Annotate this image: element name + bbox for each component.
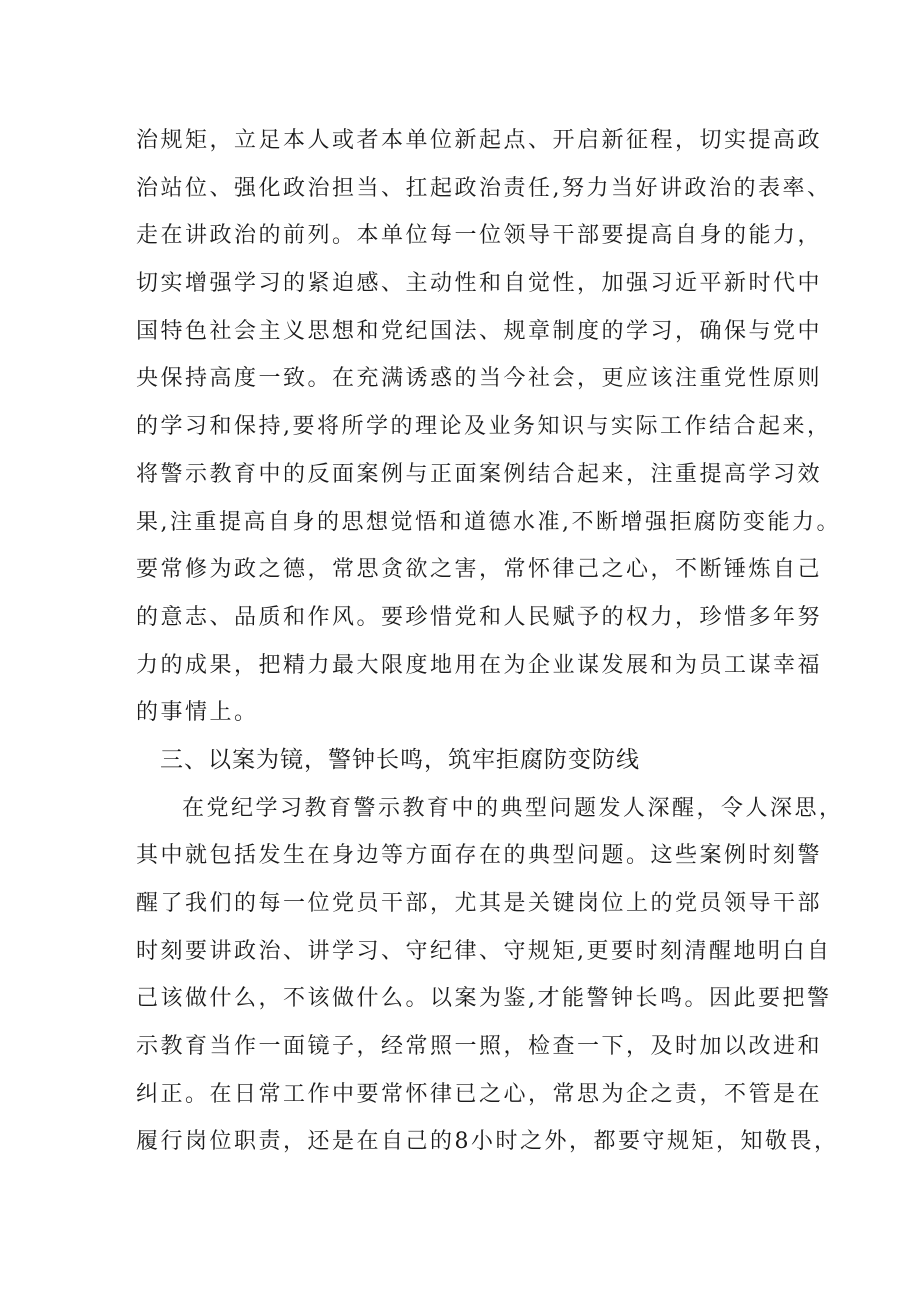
text-line: 力的成果，把精力最大限度地用在为企业谋发展和为员工谋幸福	[136, 652, 823, 678]
text-line: 在党纪学习教育警示教育中的典型问题发人深醒，令人深思，	[182, 795, 844, 821]
text-line: 治规矩，立足本人或者本单位新起点、开启新征程，切实提高政	[136, 128, 823, 153]
text-line: 示教育当作一面镜子，经常照一照，检查一下，及时加以改进和	[136, 1034, 823, 1060]
text-line: 的事情上。	[136, 700, 259, 726]
text-line: 的意志、品质和作风。要珍惜党和人民赋予的权力，珍惜多年努	[136, 604, 823, 630]
text-line: 切实增强学习的紧迫感、主动性和自觉性，加强习近平新时代中	[136, 271, 823, 297]
text-line: 纠正。在日常工作中要常怀律已之心，常思为企之责，不管是在	[136, 1081, 823, 1107]
text-line: 要常修为政之德，常思贪欲之害，常怀律己之心，不断锤炼自己	[136, 557, 823, 583]
text-line: 国特色社会主义思想和党纪国法、规章制度的学习，确保与党中	[136, 318, 823, 344]
text-line: 治站位、强化政治担当、扛起政治责任,努力当好讲政治的表率、	[136, 175, 832, 201]
text-line: 将警示教育中的反面案例与正面案例结合起来，注重提高学习效	[136, 461, 823, 487]
text-line: 己该做什么，不该做什么。以案为鉴,才能警钟长鸣。因此要把警	[136, 986, 832, 1012]
text-line: 醒了我们的每一位党员干部，尤其是关键岗位上的党员领导干部	[136, 891, 823, 916]
section-heading: 三、以案为镜，警钟长鸣，筑牢拒腐防变防线	[160, 746, 640, 773]
text-line: 央保持高度一致。在充满诱惑的当今社会，更应该注重党性原则	[136, 366, 823, 392]
text-line: 的学习和保持,要将所学的理论及业务知识与实际工作结合起来，	[136, 414, 832, 440]
text-line: 走在讲政治的前列。本单位每一位领导干部要提高自身的能力，	[136, 223, 823, 249]
paragraph-continued	[136, 117, 841, 737]
text-line: 果,注重提高自身的思想觉悟和道德水准,不断增强拒腐防变能力。	[136, 509, 841, 535]
text-line: 履行岗位职责，还是在自己的8小时之外，都要守规矩，知敬畏，	[136, 1129, 839, 1155]
document-body	[136, 117, 844, 1166]
paragraph	[136, 785, 844, 1167]
text-line: 其中就包括发生在身边等方面存在的典型问题。这些案例时刻警	[136, 843, 823, 869]
text-line: 时刻要讲政治、讲学习、守纪律、守规矩,更要时刻清醒地明白自	[136, 938, 832, 964]
